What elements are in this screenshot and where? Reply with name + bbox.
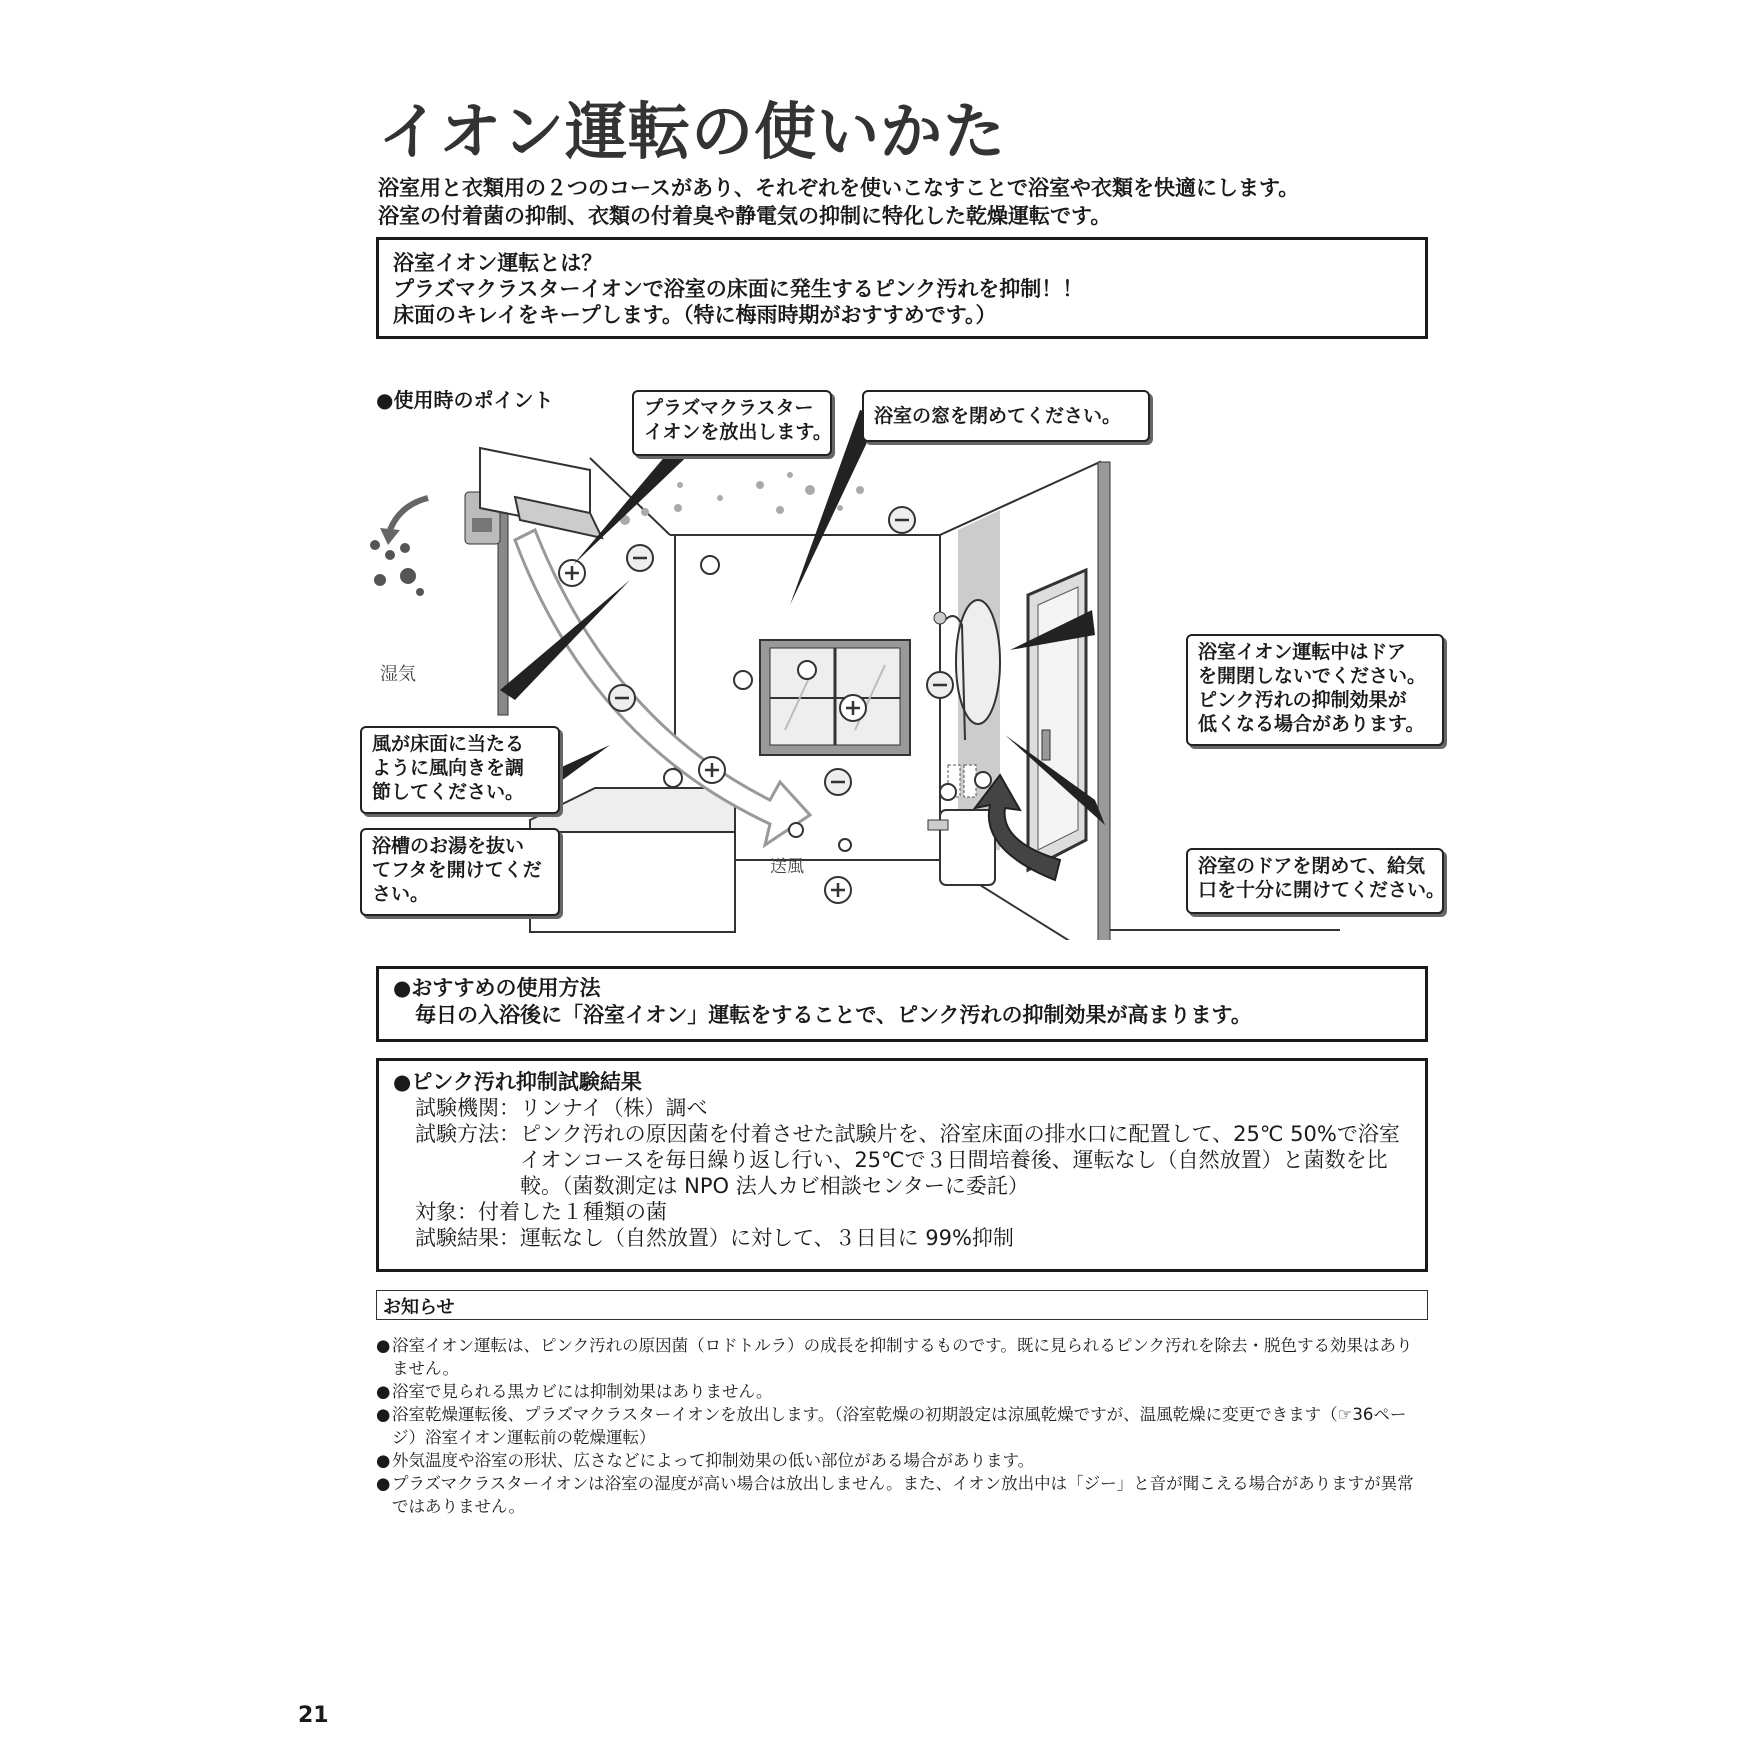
points-heading: ●使用時のポイント — [376, 388, 554, 412]
callout-wind-direction — [360, 726, 560, 814]
remote-grille — [472, 518, 492, 532]
notice-item: ● 浴室乾燥運転後、プラズマクラスターイオンを放出します。（浴室乾燥の初期設定は涼風乾燥ですが、温風乾燥に変更できます（☞36ページ）浴室イオン運転前の乾燥運転） — [376, 1403, 1428, 1449]
callout-line: を開閉しないでください。 — [1198, 665, 1427, 687]
callout-drain-tub — [360, 828, 560, 916]
test-row-key: 試験機関： — [415, 1096, 520, 1120]
notice-list — [376, 1334, 1428, 1518]
callout-line: 節してください。 — [372, 781, 525, 803]
notice-text: 外気温度や浴室の形状、広さなどによって抑制効果の低い部位がある場合があります。 — [392, 1451, 1035, 1470]
callout-line: さい。 — [372, 883, 430, 905]
intro-line: 浴室用と衣類用の２つのコースがあり、それぞれを使いこなすことで浴室や衣類を快適にします。 — [378, 176, 1300, 200]
callout-line: プラズマクラスター — [644, 397, 814, 419]
humidity-label: 湿気 — [380, 664, 416, 685]
test-results-box — [376, 1058, 1428, 1272]
about-line: プラズマクラスターイオンで浴室の床面に発生するピンク汚れを抑制！！ — [393, 277, 1084, 301]
callout-line: ように風向きを調 — [372, 757, 525, 779]
test-row-key: 対象： — [415, 1200, 478, 1224]
callout-line: 浴室イオン運転中はドア — [1198, 641, 1406, 663]
callout-close-window — [862, 390, 1150, 442]
intro-line: 浴室の付着菌の抑制、衣類の付着臭や静電気の抑制に特化した乾燥運転です。 — [378, 204, 1112, 228]
notice-item: ● 浴室で見られる黒カビには抑制効果はありません。 — [376, 1382, 773, 1401]
notice-text: プラズマクラスターイオンは浴室の湿度が高い場合は放出しません。また、イオン放出中は「ジー」と音が聞こえる場合がありますが異常ではありません。 — [392, 1474, 1414, 1516]
notice-item: ● プラズマクラスターイオンは浴室の湿度が高い場合は放出しません。また、イオン放出中は「ジー」と音が聞こえる場合がありますが異常ではありません。 — [376, 1472, 1428, 1518]
faucet — [928, 820, 948, 830]
recommend-heading: ●おすすめの使用方法 — [393, 976, 601, 1000]
test-row-key: 試験結果： — [415, 1226, 520, 1250]
notice-item: ● 外気温度や浴室の形状、広さなどによって抑制効果の低い部位がある場合があります。 — [376, 1451, 1035, 1470]
callout-line: 浴室のドアを閉めて、給気 — [1198, 855, 1426, 877]
callout-ion-release — [632, 390, 832, 456]
test-row-value: リンナイ（株）調べ — [520, 1096, 708, 1120]
callout-line: 低くなる場合があります。 — [1198, 713, 1425, 735]
recommend-text: 毎日の入浴後に「浴室イオン」運転をすることで、ピンク汚れの抑制効果が高まります。 — [415, 1003, 1252, 1027]
about-line: 床面のキレイをキープします。（特に梅雨時期がおすすめです。） — [393, 303, 997, 327]
test-row-value: 付着した１種類の菌 — [478, 1200, 667, 1224]
callout-line: 浴室の窓を閉めてください。 — [874, 405, 1122, 427]
recommend-box — [376, 966, 1428, 1042]
door-frame — [1098, 462, 1110, 940]
callout-close-door — [1186, 848, 1444, 914]
test-row — [393, 1121, 1411, 1199]
callout-line: イオンを放出します。 — [644, 421, 832, 443]
test-row-value: ピンク汚れの原因菌を付着させた試験片を、浴室床面の排水口に配置して、25℃ 50%で浴室イオンコースを毎日繰り返し行い、25℃で３日間培養後、運転なし（自然放置）と菌数を比較。（菌数測定は NPO 法人カビ相談センターに委託） — [520, 1122, 1400, 1198]
test-results-heading: ●ピンク汚れ抑制試験結果 — [393, 1070, 642, 1094]
bathtub — [530, 832, 735, 932]
page-number: 21 — [298, 1703, 329, 1728]
humidity-drops — [370, 540, 424, 596]
test-row — [393, 1199, 1411, 1225]
shower-head — [934, 612, 946, 624]
test-row-key: 試験方法： — [415, 1122, 520, 1146]
callout-line: 口を十分に開けてください。 — [1198, 879, 1446, 901]
test-row — [393, 1095, 1411, 1121]
callout-line: 風が床面に当たる — [372, 733, 525, 755]
notice-text: 浴室乾燥運転後、プラズマクラスターイオンを放出します。（浴室乾燥の初期設定は涼風乾燥ですが、温風乾燥に変更できます（☞36ページ）浴室イオン運転前の乾燥運転） — [392, 1405, 1407, 1447]
notice-heading: お知らせ — [376, 1290, 1428, 1320]
bathtub-rim — [530, 788, 735, 832]
callout-line: ピンク汚れの抑制効果が — [1198, 689, 1407, 711]
about-line: 浴室イオン運転とは？ — [393, 251, 603, 275]
about-box — [376, 237, 1428, 339]
notice-text: 浴室イオン運転は、ピンク汚れの原因菌（ロドトルラ）の成長を抑制するものです。既に見られるピンク汚れを除去・脱色する効果はありません。 — [392, 1336, 1413, 1378]
door-handle — [1042, 730, 1050, 760]
page-title: イオン運転の使いかた — [378, 95, 1007, 168]
humidity-arrow — [390, 498, 428, 530]
notice-item: ● 浴室イオン運転は、ピンク汚れの原因菌（ロドトルラ）の成長を抑制するものです。既に見られるピンク汚れを除去・脱色する効果はありません。 — [376, 1334, 1428, 1380]
test-row — [393, 1225, 1411, 1251]
notice-text: 浴室で見られる黒カビには抑制効果はありません。 — [392, 1382, 773, 1401]
callout-line: 浴槽のお湯を抜い — [372, 835, 525, 857]
intro-text — [378, 174, 1299, 230]
callout-line: てフタを開けてくだ — [372, 859, 542, 881]
test-row-value: 運転なし（自然放置）に対して、３日目に 99%抑制 — [520, 1226, 1014, 1250]
callout-door-warning — [1186, 634, 1444, 746]
airflow-label: 送風 — [770, 857, 804, 877]
